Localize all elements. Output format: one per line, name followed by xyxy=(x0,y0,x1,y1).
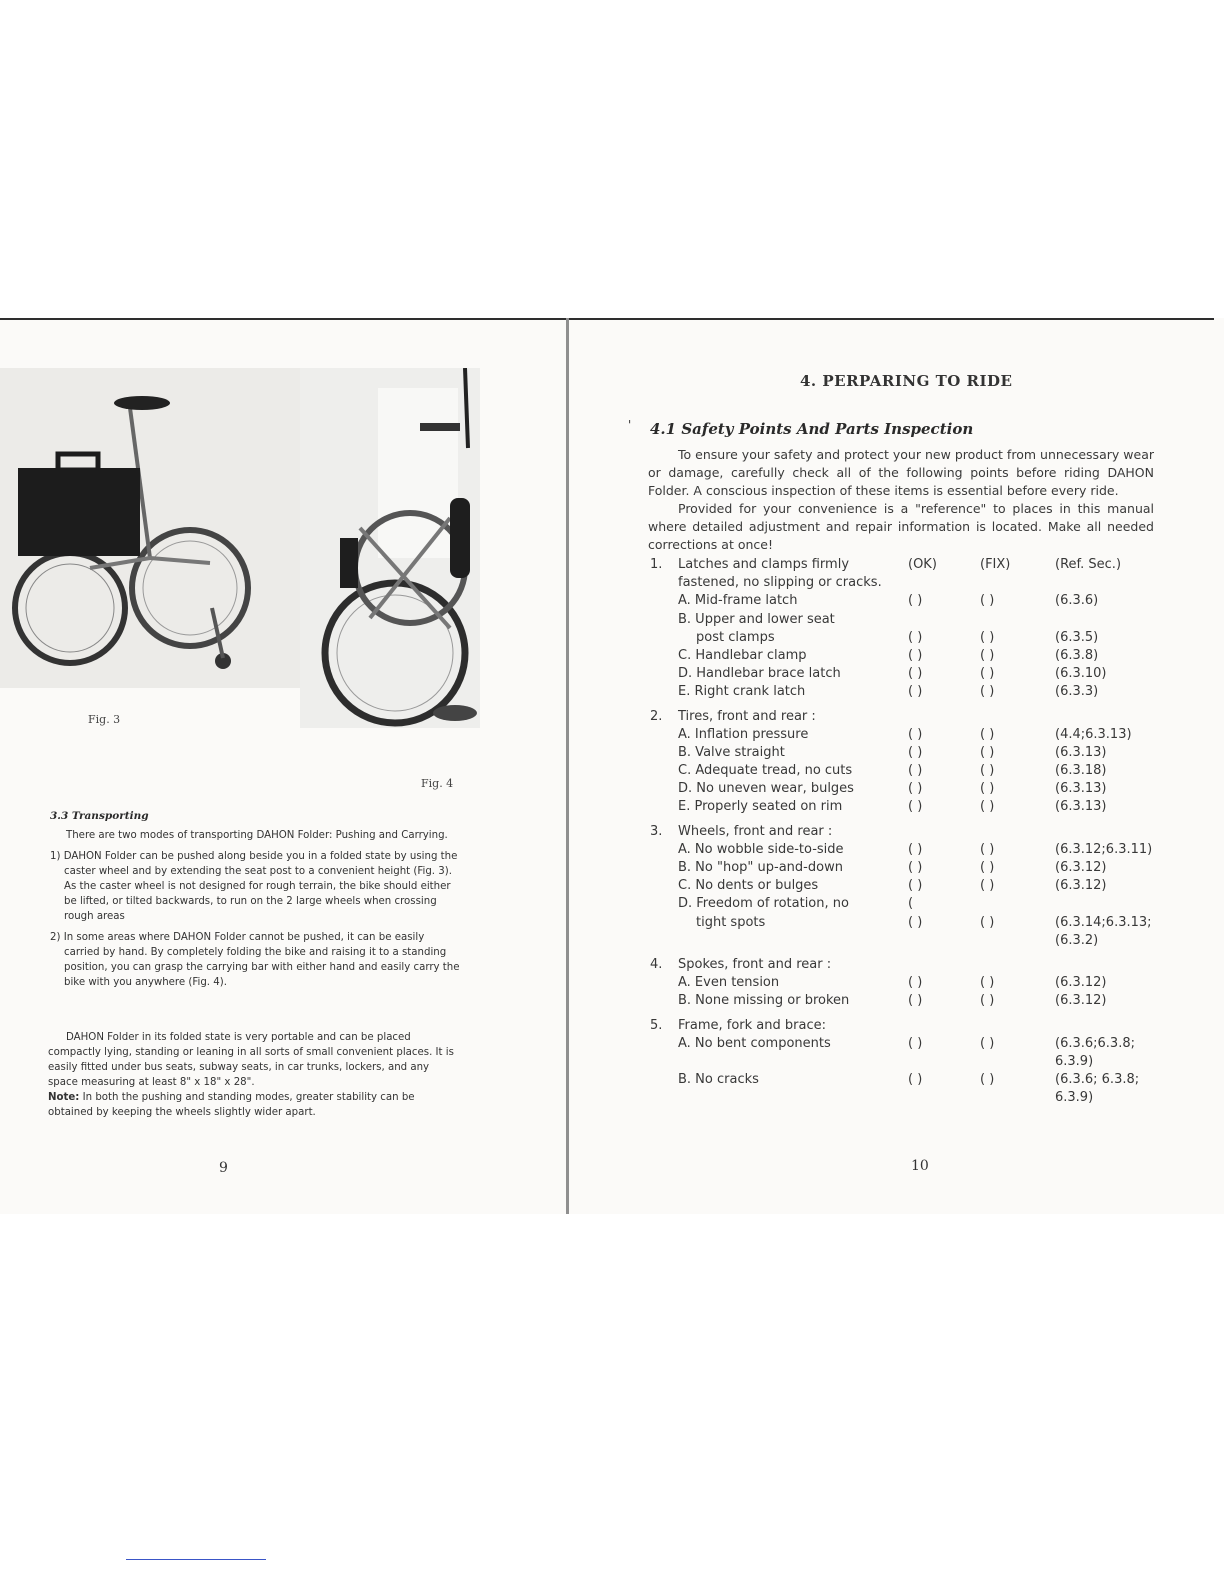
margin-tick-mark: ' xyxy=(628,418,632,432)
page-number-right: 10 xyxy=(911,1158,929,1174)
ref-section: (6.3.3) xyxy=(1055,684,1099,700)
group-title: Frame, fork and brace: xyxy=(678,1017,826,1033)
ref-section: (6.3.6) xyxy=(1055,593,1099,609)
ref-section: (6.3.18) xyxy=(1055,763,1107,779)
fig4-illustration xyxy=(300,368,480,728)
fix-checkbox[interactable]: ( ) xyxy=(980,629,995,645)
check-item: B. Valve straight xyxy=(678,744,785,760)
check-item: C. Adequate tread, no cuts xyxy=(678,763,853,779)
ok-checkbox[interactable]: ( ) xyxy=(908,878,923,894)
portability-paragraph: DAHON Folder in its folded state is very portable and can be placed compactly lying, standing or leaning in all sorts of small convenient places. It is easily fitted under bus seats, subway seats, in car trunks, lockers, and any space measuring at least 8" x 18" x 28". xyxy=(48,1032,454,1088)
note-paragraph xyxy=(48,1090,460,1120)
group-number: 5. xyxy=(650,1017,663,1033)
checklist-row xyxy=(650,1017,1170,1035)
ok-checkbox[interactable]: ( ) xyxy=(908,629,923,645)
fix-checkbox[interactable]: ( ) xyxy=(980,1072,995,1088)
fix-checkbox[interactable]: ( ) xyxy=(980,666,995,682)
portability-body xyxy=(48,1030,460,1120)
checklist-row xyxy=(650,592,1170,610)
page-number-left: 9 xyxy=(219,1160,228,1176)
fig3-caption: Fig. 3 xyxy=(88,713,121,726)
ref-section: (6.3.12) xyxy=(1055,993,1107,1009)
check-item: B. No cracks xyxy=(678,1072,759,1088)
ref-section: (6.3.5) xyxy=(1055,629,1099,645)
check-item: E. Right crank latch xyxy=(678,684,806,700)
checklist-row xyxy=(650,956,1170,974)
fix-checkbox[interactable]: ( ) xyxy=(980,799,995,815)
fix-checkbox[interactable]: ( ) xyxy=(980,684,995,700)
ref-section: (6.3.12) xyxy=(1055,860,1107,875)
checklist-row xyxy=(650,914,1170,932)
section-heading-transporting: 3.3 Transporting xyxy=(50,810,149,822)
fig3-photo-folded-bike xyxy=(0,368,300,688)
ok-checkbox[interactable]: ( ) xyxy=(908,1035,923,1051)
check-item: A. Inflation pressure xyxy=(678,726,809,742)
footer-link-underline xyxy=(126,1559,266,1560)
fix-checkbox[interactable]: ( ) xyxy=(980,781,995,797)
group-number: 4. xyxy=(650,956,663,972)
ok-checkbox[interactable]: ( ) xyxy=(908,841,923,857)
check-item: B. Upper and lower seat xyxy=(678,611,835,627)
check-item-cont: tight spots xyxy=(696,914,766,930)
ok-checkbox[interactable]: ( ) xyxy=(908,684,923,700)
ok-checkbox[interactable]: ( ) xyxy=(908,1072,923,1088)
fig4-caption: Fig. 4 xyxy=(421,777,454,790)
group-number: 1. xyxy=(650,557,663,572)
inspection-checklist xyxy=(650,556,1170,1107)
fix-checkbox[interactable]: ( ) xyxy=(980,860,995,875)
ok-checkbox[interactable]: ( ) xyxy=(908,647,923,663)
reference-paragraph: Provided for your convenience is a "reference" to places in this manual where detailed adjustment and repair information is located. Make all needed corrections at once! xyxy=(648,501,1154,552)
column-header-fix: (FIX) xyxy=(980,557,1011,572)
fix-checkbox[interactable]: ( ) xyxy=(980,647,995,663)
group-title: Tires, front and rear : xyxy=(678,708,816,724)
checklist-row xyxy=(650,1053,1170,1071)
fig4-photo-carried-bike xyxy=(300,368,480,728)
checklist-row xyxy=(650,841,1170,859)
ref-section: (6.3.6;6.3.8; xyxy=(1055,1035,1135,1051)
check-item-cont: post clamps xyxy=(696,629,775,645)
fix-checkbox[interactable]: ( ) xyxy=(980,593,995,609)
ref-section: (6.3.12) xyxy=(1055,878,1107,894)
checklist-row xyxy=(650,665,1170,683)
column-header-ref: (Ref. Sec.) xyxy=(1055,557,1122,572)
top-rule xyxy=(0,318,1214,320)
fix-checkbox[interactable]: ( ) xyxy=(980,763,995,779)
check-item: E. Properly seated on rim xyxy=(678,799,843,815)
checklist-row xyxy=(650,932,1170,950)
checklist-row xyxy=(650,683,1170,701)
ref-section: (6.3.12;6.3.11) xyxy=(1055,841,1153,857)
fix-checkbox[interactable]: ( ) xyxy=(980,1035,995,1051)
checklist-row xyxy=(650,780,1170,798)
group-number: 2. xyxy=(650,708,663,724)
ok-checkbox[interactable]: ( ) xyxy=(908,666,923,682)
transporting-item-pushing: 1) DAHON Folder can be pushed along beside you in a folded state by using the caster wheel and by extending the seat post to a convenient height (Fig. 3). As the caster wheel is not designed for rough terrain, the bike should either be lifted, or tilted backwards, to run on the 2 large wheels when crossing rough areas xyxy=(50,851,458,922)
ref-section-cont: 6.3.9) xyxy=(1055,1090,1094,1106)
checklist-row xyxy=(650,762,1170,780)
fix-checkbox[interactable]: ( ) xyxy=(980,993,995,1009)
checklist-row xyxy=(650,556,1170,574)
ok-checkbox[interactable]: ( ) xyxy=(908,763,923,779)
check-item: C. Handlebar clamp xyxy=(678,647,807,663)
ref-section: (6.3.14;6.3.13; xyxy=(1055,914,1152,930)
checklist-row xyxy=(650,1035,1170,1053)
transporting-body xyxy=(48,828,460,990)
fix-checkbox[interactable]: ( ) xyxy=(980,744,995,760)
checklist-row xyxy=(650,823,1170,841)
ok-checkbox-partial[interactable]: ( xyxy=(908,896,914,912)
section-title-safety: 4.1 Safety Points And Parts Inspection xyxy=(650,420,974,438)
check-item: D. Freedom of rotation, no xyxy=(678,896,849,912)
ok-checkbox[interactable]: ( ) xyxy=(908,860,923,875)
ref-section: (6.3.13) xyxy=(1055,781,1107,797)
ref-section-cont: 6.3.9) xyxy=(1055,1053,1094,1069)
group-title: Spokes, front and rear : xyxy=(678,956,832,972)
checklist-row xyxy=(650,744,1170,762)
checklist-row xyxy=(650,726,1170,744)
column-header-ok: (OK) xyxy=(908,557,937,572)
check-item: A. No bent components xyxy=(678,1035,831,1051)
checklist-row xyxy=(650,647,1170,665)
ok-checkbox[interactable]: ( ) xyxy=(908,799,923,815)
check-item: A. Even tension xyxy=(678,975,780,991)
note-label: Note: xyxy=(48,1092,80,1103)
fix-checkbox[interactable]: ( ) xyxy=(980,914,995,930)
fig3-illustration xyxy=(0,368,300,688)
transporting-intro: There are two modes of transporting DAHON Folder: Pushing and Carrying. xyxy=(66,830,448,841)
ref-section-cont: (6.3.2) xyxy=(1055,932,1099,948)
checklist-row xyxy=(650,1071,1170,1089)
page-fold xyxy=(566,318,569,1214)
ref-section: (6.3.12) xyxy=(1055,975,1107,991)
checklist-row xyxy=(650,611,1170,629)
group-title: Wheels, front and rear : xyxy=(678,823,833,839)
safety-intro-paragraph: To ensure your safety and protect your new product from unnecessary wear or damage, carefully check all of the following points before riding DAHON Folder. A conscious inspection of these items is essential before every ride. xyxy=(648,447,1154,498)
check-item: B. No "hop" up-and-down xyxy=(678,860,843,875)
ref-section: (4.4;6.3.13) xyxy=(1055,726,1132,742)
check-item: C. No dents or bulges xyxy=(678,878,819,894)
checklist-row xyxy=(650,629,1170,647)
checklist-row xyxy=(650,992,1170,1010)
fix-checkbox[interactable]: ( ) xyxy=(980,975,995,991)
ok-checkbox[interactable]: ( ) xyxy=(908,781,923,797)
ref-section: (6.3.10) xyxy=(1055,666,1107,682)
transporting-item-carrying: 2) In some areas where DAHON Folder cannot be pushed, it can be easily carried by hand. By completely folding the bike and raising it to a standing position, you can grasp the carrying bar with either hand and easily carry the bike with you anywhere (Fig. 4). xyxy=(50,932,460,988)
fix-checkbox[interactable]: ( ) xyxy=(980,726,995,742)
chapter-title: 4. PERPARING TO RIDE xyxy=(800,372,1013,390)
check-item: D. Handlebar brace latch xyxy=(678,666,841,682)
ref-section: (6.3.13) xyxy=(1055,744,1107,760)
ok-checkbox[interactable]: ( ) xyxy=(908,993,923,1009)
ref-section: (6.3.8) xyxy=(1055,647,1099,663)
fix-checkbox[interactable]: ( ) xyxy=(980,841,995,857)
ok-checkbox[interactable]: ( ) xyxy=(908,975,923,991)
note-text: In both the pushing and standing modes, greater stability can be obtained by keeping the wheels slightly wider apart. xyxy=(48,1092,415,1118)
group-number: 3. xyxy=(650,823,663,839)
group-title: Latches and clamps firmly xyxy=(678,557,850,572)
ok-checkbox[interactable]: ( ) xyxy=(908,593,923,609)
checklist-row xyxy=(650,798,1170,816)
fix-checkbox[interactable]: ( ) xyxy=(980,878,995,894)
checklist-row xyxy=(650,974,1170,992)
checklist-row xyxy=(650,574,1170,592)
check-item: A. Mid-frame latch xyxy=(678,593,798,609)
checklist-row xyxy=(650,895,1170,913)
ref-section: (6.3.13) xyxy=(1055,799,1107,815)
group-title-cont: fastened, no slipping or cracks. xyxy=(678,575,882,591)
check-item: D. No uneven wear, bulges xyxy=(678,781,854,797)
ok-checkbox[interactable]: ( ) xyxy=(908,744,923,760)
checklist-row xyxy=(650,859,1170,877)
check-item: A. No wobble side-to-side xyxy=(678,841,844,857)
checklist-row xyxy=(650,708,1170,726)
checklist-row xyxy=(650,1089,1170,1107)
checklist-row xyxy=(650,877,1170,895)
ok-checkbox[interactable]: ( ) xyxy=(908,914,923,930)
ok-checkbox[interactable]: ( ) xyxy=(908,726,923,742)
ref-section: (6.3.6; 6.3.8; xyxy=(1055,1072,1140,1088)
check-item: B. None missing or broken xyxy=(678,993,850,1009)
